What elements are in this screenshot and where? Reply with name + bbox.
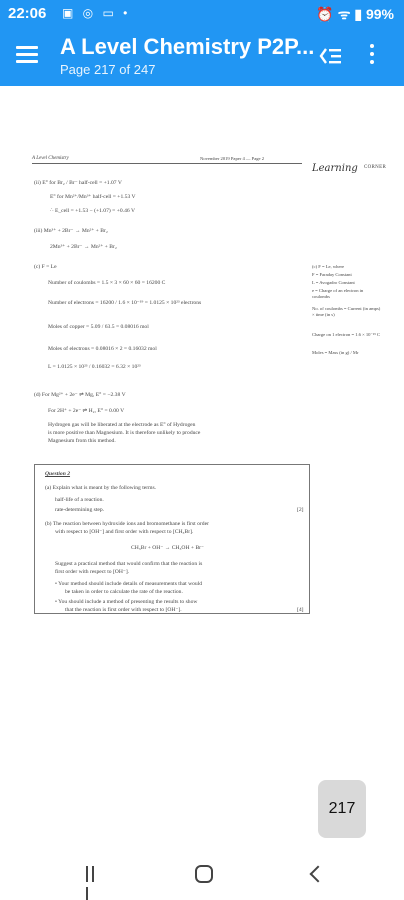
question-box xyxy=(34,464,310,614)
text-line: Moles of copper = 5.09 / 63.5 = 0.08016 mol xyxy=(48,324,149,330)
text-line: L = 1.0125 × 10²³ / 0.16032 = 6.32 × 10²³ xyxy=(48,364,141,370)
text-line: (c) F = Le xyxy=(34,264,57,270)
side-note: F = Faraday Constant xyxy=(312,272,352,277)
text-line: (iii) Mn³⁺ + 2Br⁻ → Mn²⁺ + Br₂ xyxy=(34,228,108,234)
more-options-icon[interactable] xyxy=(370,44,376,66)
text-line: Hydrogen gas will be liberated at the electrode as E° of Hydrogen xyxy=(48,422,196,428)
app-bar xyxy=(0,28,404,86)
recents-icon[interactable] xyxy=(86,866,102,882)
question-line: (a) Explain what is meant by the following terms. xyxy=(45,485,157,491)
side-note: L = Avogadro Constant xyxy=(312,280,355,285)
question-line: rate-determining step. xyxy=(55,507,105,513)
page-header-left: A Level Chemistry xyxy=(32,156,69,161)
question-line: be taken in order to calculate the rate of the reaction. xyxy=(65,589,183,595)
mark-b: [4] xyxy=(297,607,304,613)
system-nav-bar xyxy=(0,848,404,900)
status-bar xyxy=(0,0,404,28)
side-note: Moles = Mass (in g) / Mr xyxy=(312,350,359,355)
status-time: 22:06 xyxy=(8,5,47,22)
back-icon[interactable] xyxy=(310,866,327,883)
side-note: e = Charge of an electron in coulombs xyxy=(312,288,364,299)
notification-icons: ▣ ◎ ▭ • xyxy=(62,6,131,20)
question-line: half-life of a reaction. xyxy=(55,497,104,503)
learning-corner-logo: Learning xyxy=(312,163,358,174)
text-line: Number of electrons = 16200 / 1.6 × 10⁻¹⁹ = 1.0125 × 10²³ electrons xyxy=(48,300,202,306)
question-line: • Your method should include details of measurements that would xyxy=(55,581,203,587)
header-rule xyxy=(32,163,302,164)
side-note: Charge on 1 electron = 1.6 × 10⁻¹⁹ C xyxy=(312,332,381,337)
text-line: Moles of electrons = 0.08016 × 2 = 0.16032 mol xyxy=(48,346,157,352)
document-viewer[interactable] xyxy=(0,86,404,848)
page-header-mid: November 2019 Paper 4 — Page 2 xyxy=(200,156,265,161)
text-line: Magnesium from this method. xyxy=(48,438,116,444)
question-line: Suggest a practical method that would confirm that the reaction is xyxy=(55,561,203,567)
text-line: 2Mn³⁺ + 2Br⁻ → Mn²⁺ + Br₂ xyxy=(50,244,117,250)
mark-a: [2] xyxy=(297,507,304,513)
page-counter: Page 217 of 247 xyxy=(60,62,156,77)
text-line: (d) For Mg²⁺ + 2e⁻ ⇌ Mg, E° = −2.38 V xyxy=(34,392,126,398)
question-line: (b) The reaction between hydroxide ions and bromomethane is first order xyxy=(45,521,209,527)
text-line: (ii) E° for Br₂ / Br⁻ half-cell = +1.07 V xyxy=(34,180,122,186)
table-of-contents-icon[interactable] xyxy=(318,44,344,68)
text-line: Number of coulombs = 1.5 × 3 × 60 × 60 = 16200 C xyxy=(48,280,166,286)
question-line: first order with respect to [OH⁻]. xyxy=(55,569,130,575)
logo-subtext: CORNER xyxy=(364,165,387,170)
text-line: E° for Mn²⁺/Mn³⁺ half-cell = +1.53 V xyxy=(50,194,136,200)
question-line: with respect to [OH⁻] and first order with respect to [CH₃Br]. xyxy=(55,529,194,535)
question-title: Question 2 xyxy=(45,471,71,477)
text-line: is more positive than Magnesium. It is therefore unlikely to produce xyxy=(48,430,201,436)
side-note: No. of coulombs = Current (in amps) × time (in s) xyxy=(312,306,381,317)
pdf-page xyxy=(14,148,394,828)
text-line: For 2H⁺ + 2e⁻ ⇌ H₂, E° = 0.00 V xyxy=(48,408,125,414)
hamburger-menu-icon[interactable] xyxy=(16,46,38,64)
question-line: CH₃Br + OH⁻ → CH₃OH + Br⁻ xyxy=(131,545,204,551)
text-line: ∴ E_cell = +1.53 − (+1.07) = +0.46 V xyxy=(50,208,135,214)
document-title: A Level Chemistry P2P... xyxy=(60,34,315,59)
home-icon[interactable] xyxy=(195,865,213,883)
side-note: (c) F = Le, where xyxy=(312,264,345,269)
question-line: that the reaction is first order with respect to [OH⁻]. xyxy=(65,607,182,613)
battery-level: ⏰ ᯤ ▮ 99% xyxy=(316,6,394,22)
question-line: • You should include a method of presenting the results to show xyxy=(55,599,198,605)
page-number-badge[interactable]: 217 xyxy=(318,780,366,838)
